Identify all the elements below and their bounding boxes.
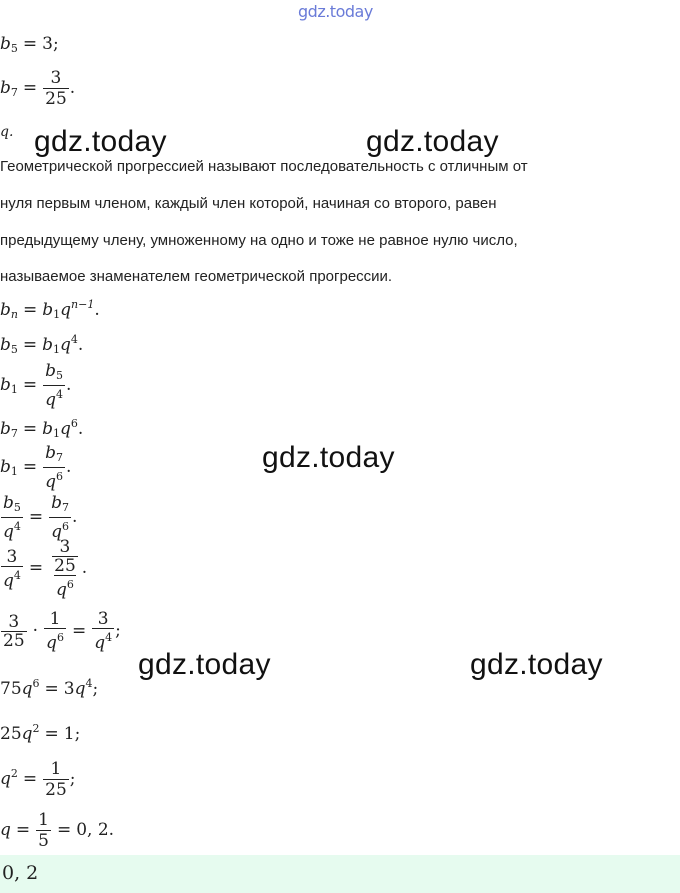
- definition-line: называемое знаменателем геометрической прогрессии.: [0, 268, 393, 285]
- site-header-link[interactable]: gdz.today: [298, 2, 373, 21]
- formula-25q2: $25q^2 = 1$;: [0, 722, 81, 744]
- formula-q2: $q^2$ = $\frac{1}{25}$ ;: [0, 759, 76, 800]
- answer-value: 0, 2: [2, 862, 39, 884]
- given-b5: $b_5 = 3$;: [0, 34, 59, 55]
- find-q: q.: [0, 124, 14, 140]
- definition-line: нуля первым членом, каждый член которой, начиная со второго, равен: [0, 195, 497, 212]
- formula-substitute: $\frac{3}{q^4}$ = $\frac{\frac{3}{25}}{q^6}$ .: [3, 537, 88, 600]
- definition-line: предыдущему члену, умноженному на одно и тоже не равное нулю число,: [0, 232, 518, 249]
- formula-multiply: $\frac{3}{25}$ · $\frac{1}{q^6}$ = $\frac{3}{q^4}$ ;: [3, 609, 121, 653]
- watermark: gdz.today: [470, 648, 603, 681]
- watermark: gdz.today: [366, 125, 499, 158]
- formula-b1-from-b7: $b_1$ = $\frac{b_7}{q^6}$ .: [0, 443, 72, 492]
- answer-box: [0, 855, 680, 893]
- formula-general: $b_n = b_1q^{n-1}$.: [0, 298, 100, 321]
- formula-q: q = $\frac{1}{5}$ = 0, 2.: [0, 810, 115, 851]
- formula-75q6: $75q^6 = 3q^4$;: [0, 677, 99, 699]
- watermark: gdz.today: [262, 441, 395, 474]
- formula-b7: $b_7 = b_1q^6$.: [0, 417, 84, 440]
- formula-b1-from-b5: $b_1$ = $\frac{b_5}{q^4}$ .: [0, 361, 72, 410]
- formula-equate: $\frac{b_5}{q^4}$ = $\frac{b_7}{q^6}$ .: [3, 493, 78, 542]
- watermark: gdz.today: [138, 648, 271, 681]
- watermark: gdz.today: [34, 125, 167, 158]
- formula-b5: $b_5 = b_1q^4$.: [0, 333, 84, 356]
- definition-line: Геометрической прогрессией называют последовательность с отличным от: [0, 158, 528, 175]
- given-b7: $b_7$ = $\frac{3}{25}$ .: [0, 68, 76, 109]
